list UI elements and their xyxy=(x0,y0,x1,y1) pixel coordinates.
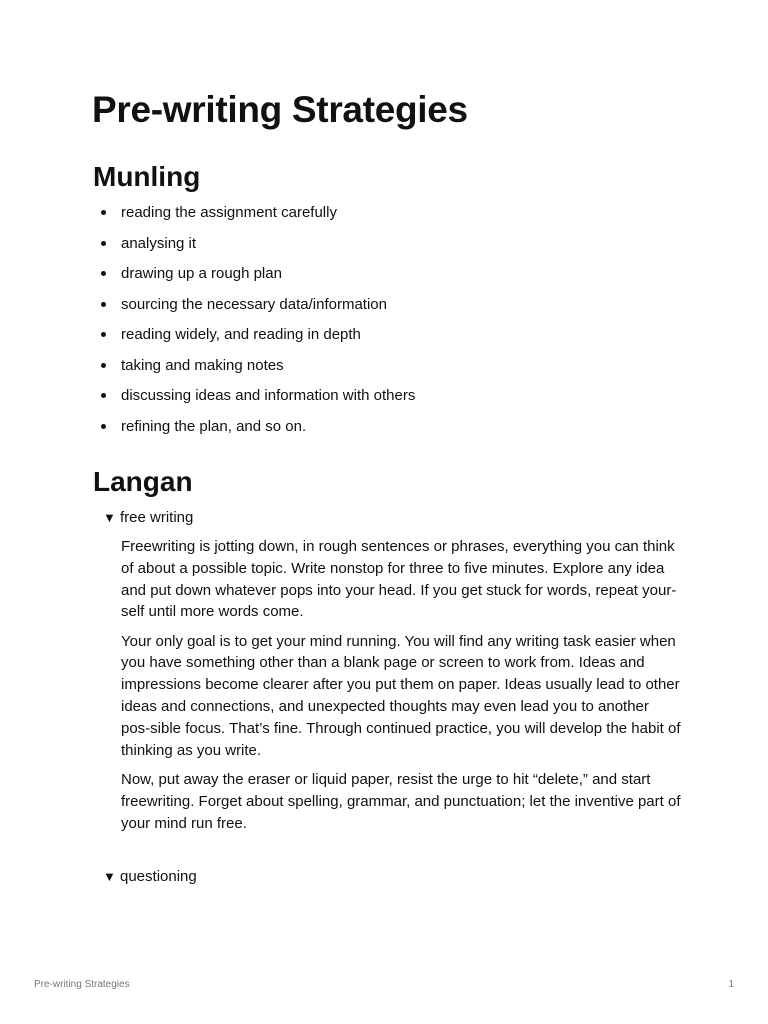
bullet-dot-icon xyxy=(101,302,106,307)
footer-title: Pre-writing Strategies xyxy=(34,979,130,990)
bullet-dot-icon xyxy=(101,241,106,246)
bullet-dot-icon xyxy=(101,332,106,337)
page-number: 1 xyxy=(728,979,734,990)
toggle-questioning[interactable] xyxy=(103,867,197,887)
list-item: reading the assignment carefully xyxy=(100,201,415,232)
list-item: taking and making notes xyxy=(100,354,415,385)
free-writing-content xyxy=(121,536,681,842)
bullet-dot-icon xyxy=(101,393,106,398)
list-item: refining the plan, and so on. xyxy=(100,415,415,446)
bullet-dot-icon xyxy=(101,271,106,276)
section-heading-langan: Langan xyxy=(93,466,193,497)
toggle-label: free writing xyxy=(120,509,194,526)
toggle-free-writing[interactable] xyxy=(103,508,193,528)
munling-bullet-list xyxy=(100,201,415,445)
list-item: discussing ideas and information with others xyxy=(100,384,415,415)
list-item: analysing it xyxy=(100,232,415,263)
bullet-dot-icon xyxy=(101,210,106,215)
toggle-label: questioning xyxy=(120,868,197,885)
triangle-down-icon: ▼ xyxy=(103,510,116,525)
page-title: Pre-writing Strategies xyxy=(92,89,468,130)
triangle-down-icon: ▼ xyxy=(103,869,116,884)
paragraph: Freewriting is jotting down, in rough sentences or phrases, everything you can think of about a possible topic. Write nonstop for three to five minutes. Explore any idea and put down whatever pops into your head. If you get stuck for words, repeat your-self until more words come. xyxy=(121,538,677,621)
list-item: sourcing the necessary data/information xyxy=(100,293,415,324)
list-item: reading widely, and reading in depth xyxy=(100,323,415,354)
paragraph: Now, put away the eraser or liquid paper, resist the urge to hit “delete,” and start freewriting. Forget about spelling, grammar, and punctuation; let the inventive part of your mind run free. xyxy=(121,770,681,832)
bullet-dot-icon xyxy=(101,363,106,368)
section-heading-munling: Munling xyxy=(93,161,201,192)
list-item: drawing up a rough plan xyxy=(100,262,415,293)
paragraph: Your only goal is to get your mind running. You will find any writing task easier when you have something other than a blank page or screen to work from. Ideas and impressions become clearer after you put them on paper. Ideas usually lead to other ideas and connections, and unexpected thoughts may even lead you to another pos-sible focus. That’s fine. Through continued practice, you will develop the habit of thinking as you write. xyxy=(121,632,681,759)
bullet-dot-icon xyxy=(101,424,106,429)
